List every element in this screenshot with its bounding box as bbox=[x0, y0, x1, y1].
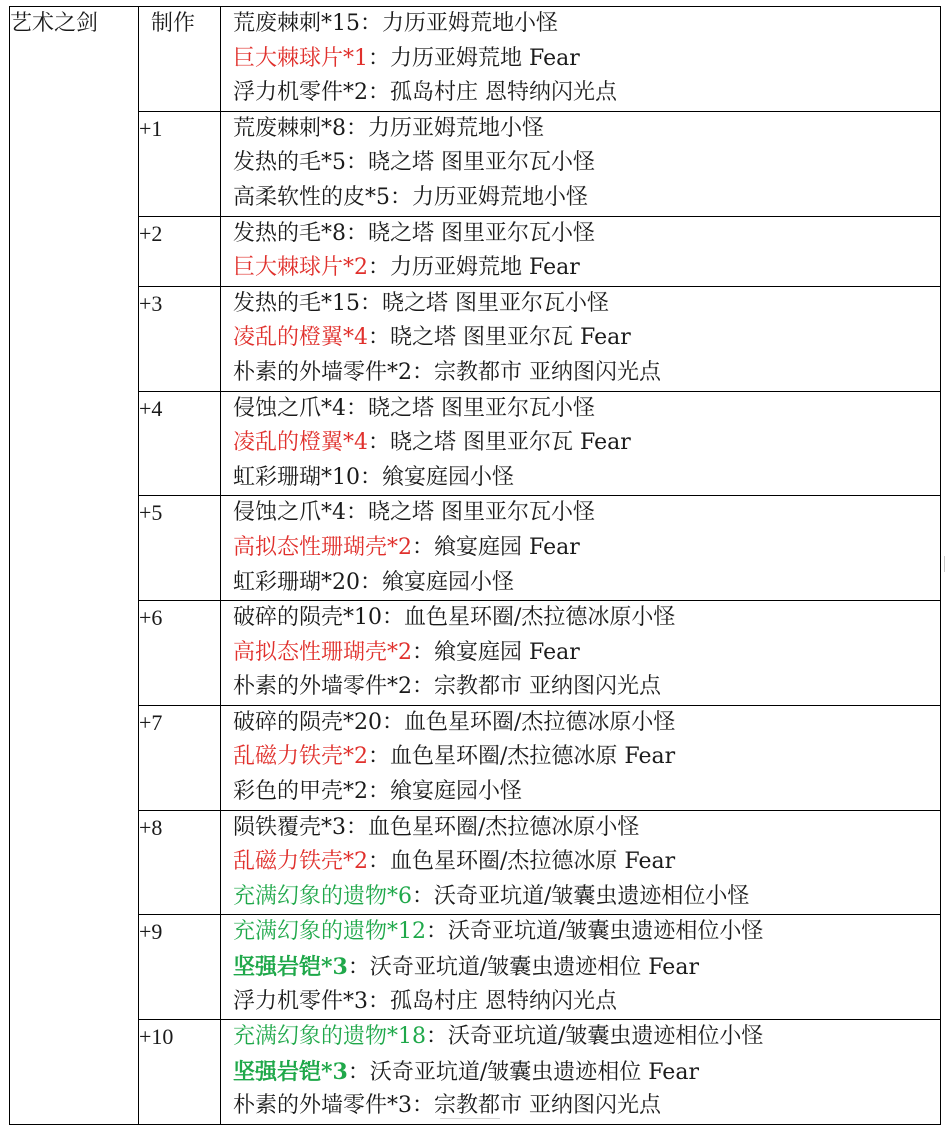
material-source: 飨宴庭园小怪 bbox=[382, 569, 515, 595]
material-name: 乱磁力铁壳*2 bbox=[233, 744, 368, 770]
material-line bbox=[221, 217, 940, 252]
material-source: 飨宴庭园 Fear bbox=[434, 534, 580, 560]
material-source: 晓之塔 图里亚尔瓦 Fear bbox=[390, 430, 631, 456]
material-name: 巨大棘球片*1 bbox=[233, 45, 368, 71]
separator: ： bbox=[412, 359, 435, 385]
material-line bbox=[221, 112, 940, 147]
upgrade-level-cell: 制作 bbox=[139, 7, 221, 112]
material-line bbox=[221, 985, 940, 1020]
material-source: 飨宴庭园小怪 bbox=[382, 464, 515, 490]
material-source: 晓之塔 图里亚尔瓦小怪 bbox=[368, 220, 596, 246]
material-source: 血色星环圈/杰拉德冰原小怪 bbox=[404, 709, 676, 735]
material-source: 孤岛村庄 恩特纳闪光点 bbox=[390, 80, 618, 106]
material-name: 高柔软性的皮*5 bbox=[233, 184, 390, 210]
material-name: 高拟态性珊瑚壳*2 bbox=[233, 534, 412, 560]
material-source: 沃奇亚坑道/皱囊虫遗迹相位小怪 bbox=[448, 919, 764, 945]
upgrade-materials-table bbox=[9, 6, 941, 1125]
material-line bbox=[221, 740, 940, 775]
material-source: 晓之塔 图里亚尔瓦小怪 bbox=[368, 500, 596, 526]
table-row bbox=[10, 915, 941, 1020]
materials-cell bbox=[221, 810, 941, 915]
material-name: 朴素的外墙零件*2 bbox=[233, 359, 412, 385]
separator: ： bbox=[390, 184, 413, 210]
material-line bbox=[221, 496, 940, 531]
upgrade-level-cell: +8 bbox=[139, 810, 221, 915]
separator: ： bbox=[360, 464, 383, 490]
upgrade-level-cell: +4 bbox=[139, 391, 221, 496]
page-edge-marker bbox=[944, 556, 952, 572]
material-source: 力历亚姆荒地小怪 bbox=[368, 115, 545, 141]
upgrade-level-cell: +9 bbox=[139, 915, 221, 1020]
material-source: 宗教都市 亚纳图闪光点 bbox=[434, 1093, 662, 1119]
separator: ： bbox=[346, 115, 369, 141]
table-body bbox=[10, 7, 941, 1125]
materials-cell bbox=[221, 601, 941, 706]
material-line bbox=[221, 1055, 940, 1090]
material-line bbox=[221, 670, 940, 705]
material-line bbox=[221, 356, 940, 391]
separator: ： bbox=[346, 150, 369, 176]
material-line bbox=[221, 251, 940, 286]
material-name: 浮力机零件*2 bbox=[233, 80, 368, 106]
material-name: 坚强岩铠*3 bbox=[233, 954, 348, 981]
material-source: 沃奇亚坑道/皱囊虫遗迹相位 Fear bbox=[369, 955, 699, 981]
separator: ： bbox=[360, 290, 383, 316]
material-source: 沃奇亚坑道/皱囊虫遗迹相位 Fear bbox=[369, 1059, 699, 1085]
separator: ： bbox=[368, 325, 391, 351]
materials-cell bbox=[221, 496, 941, 601]
material-name: 朴素的外墙零件*3 bbox=[233, 1093, 412, 1119]
separator: ： bbox=[412, 883, 435, 909]
material-name: 凌乱的橙翼*4 bbox=[233, 430, 368, 456]
separator: ： bbox=[346, 395, 369, 421]
material-name: 彩色的甲壳*2 bbox=[233, 779, 368, 805]
material-name: 乱磁力铁壳*2 bbox=[233, 849, 368, 875]
materials-cell bbox=[221, 705, 941, 810]
table-row bbox=[10, 216, 941, 286]
material-line bbox=[221, 915, 940, 950]
material-source: 飨宴庭园小怪 bbox=[390, 779, 523, 805]
material-name: 侵蚀之爪*4 bbox=[233, 395, 346, 421]
material-name: 陨铁覆壳*3 bbox=[233, 814, 346, 840]
material-line bbox=[221, 601, 940, 636]
material-source: 孤岛村庄 恩特纳闪光点 bbox=[390, 988, 618, 1014]
material-source: 沃奇亚坑道/皱囊虫遗迹相位小怪 bbox=[434, 883, 750, 909]
material-line bbox=[221, 845, 940, 880]
material-source: 飨宴庭园 Fear bbox=[434, 639, 580, 665]
material-line bbox=[221, 775, 940, 810]
separator: ： bbox=[368, 744, 391, 770]
material-source: 晓之塔 图里亚尔瓦小怪 bbox=[368, 150, 596, 176]
table-row bbox=[10, 810, 941, 915]
separator: ： bbox=[412, 1093, 435, 1119]
material-name: 发热的毛*8 bbox=[233, 220, 346, 246]
separator: ： bbox=[347, 955, 370, 981]
material-name: 虹彩珊瑚*10 bbox=[233, 464, 360, 490]
separator: ： bbox=[382, 605, 405, 631]
separator: ： bbox=[412, 534, 435, 560]
material-line bbox=[221, 426, 940, 461]
material-name: 浮力机零件*3 bbox=[233, 988, 368, 1014]
separator: ： bbox=[412, 639, 435, 665]
table-row bbox=[10, 496, 941, 601]
upgrade-level-cell: +1 bbox=[139, 111, 221, 216]
separator: ： bbox=[412, 674, 435, 700]
material-line bbox=[221, 392, 940, 427]
material-line bbox=[221, 76, 940, 111]
separator: ： bbox=[382, 709, 405, 735]
material-source: 血色星环圈/杰拉德冰原小怪 bbox=[404, 605, 676, 631]
weapon-name-cell: 艺术之剑 bbox=[10, 7, 139, 1125]
material-source: 血色星环圈/杰拉德冰原 Fear bbox=[390, 744, 676, 770]
material-line bbox=[221, 880, 940, 915]
material-line bbox=[221, 7, 940, 42]
material-line bbox=[221, 146, 940, 181]
material-name: 巨大棘球片*2 bbox=[233, 255, 368, 281]
separator: ： bbox=[368, 779, 391, 805]
material-line bbox=[221, 42, 940, 77]
separator: ： bbox=[360, 569, 383, 595]
material-name: 充满幻象的遗物*18 bbox=[233, 1024, 426, 1050]
material-source: 晓之塔 图里亚尔瓦 Fear bbox=[390, 325, 631, 351]
upgrade-level-cell: +2 bbox=[139, 216, 221, 286]
upgrade-level-cell: +7 bbox=[139, 705, 221, 810]
separator: ： bbox=[347, 1059, 370, 1085]
material-line bbox=[221, 1020, 940, 1055]
materials-cell bbox=[221, 391, 941, 496]
separator: ： bbox=[368, 849, 391, 875]
separator: ： bbox=[368, 255, 391, 281]
upgrade-level-cell: +5 bbox=[139, 496, 221, 601]
materials-cell bbox=[221, 216, 941, 286]
separator: ： bbox=[368, 988, 391, 1014]
material-line bbox=[221, 636, 940, 671]
material-line bbox=[221, 811, 940, 846]
material-name: 发热的毛*15 bbox=[233, 290, 360, 316]
materials-cell bbox=[221, 286, 941, 391]
material-name: 荒废棘刺*8 bbox=[233, 115, 346, 141]
material-name: 朴素的外墙零件*2 bbox=[233, 674, 412, 700]
material-line bbox=[221, 531, 940, 566]
separator: ： bbox=[346, 500, 369, 526]
table-row bbox=[10, 705, 941, 810]
material-line bbox=[221, 950, 940, 985]
material-name: 破碎的陨壳*10 bbox=[233, 605, 382, 631]
upgrade-level-cell: +10 bbox=[139, 1020, 221, 1125]
material-line bbox=[221, 706, 940, 741]
material-name: 侵蚀之爪*4 bbox=[233, 500, 346, 526]
separator: ： bbox=[360, 11, 383, 36]
material-name: 充满幻象的遗物*12 bbox=[233, 919, 426, 945]
material-source: 宗教都市 亚纳图闪光点 bbox=[434, 359, 662, 385]
material-source: 血色星环圈/杰拉德冰原 Fear bbox=[390, 849, 676, 875]
table-row bbox=[10, 111, 941, 216]
separator: ： bbox=[346, 220, 369, 246]
material-source: 力历亚姆荒地小怪 bbox=[382, 11, 559, 36]
material-name: 荒废棘刺*15 bbox=[233, 11, 360, 36]
material-name: 充满幻象的遗物*6 bbox=[233, 883, 412, 909]
materials-cell bbox=[221, 1020, 941, 1125]
material-name: 坚强岩铠*3 bbox=[233, 1058, 348, 1085]
material-source: 血色星环圈/杰拉德冰原小怪 bbox=[368, 814, 640, 840]
materials-cell bbox=[221, 7, 941, 112]
table-row bbox=[10, 1020, 941, 1125]
material-line bbox=[221, 1089, 940, 1124]
materials-cell bbox=[221, 111, 941, 216]
material-source: 晓之塔 图里亚尔瓦小怪 bbox=[382, 290, 610, 316]
separator: ： bbox=[368, 80, 391, 106]
material-source: 力历亚姆荒地 Fear bbox=[390, 255, 580, 281]
material-source: 宗教都市 亚纳图闪光点 bbox=[434, 674, 662, 700]
separator: ： bbox=[426, 1024, 449, 1050]
material-source: 力历亚姆荒地小怪 bbox=[412, 184, 589, 210]
table-row bbox=[10, 286, 941, 391]
upgrade-level-cell: +3 bbox=[139, 286, 221, 391]
table-row bbox=[10, 391, 941, 496]
separator: ： bbox=[368, 45, 391, 71]
upgrade-level-cell: +6 bbox=[139, 601, 221, 706]
separator: ： bbox=[368, 430, 391, 456]
material-source: 晓之塔 图里亚尔瓦小怪 bbox=[368, 395, 596, 421]
material-line bbox=[221, 321, 940, 356]
material-line bbox=[221, 287, 940, 322]
material-source: 力历亚姆荒地 Fear bbox=[390, 45, 580, 71]
material-name: 高拟态性珊瑚壳*2 bbox=[233, 639, 412, 665]
separator: ： bbox=[426, 919, 449, 945]
table-row bbox=[10, 7, 941, 112]
material-line bbox=[221, 566, 940, 601]
material-line bbox=[221, 461, 940, 496]
table-row bbox=[10, 601, 941, 706]
separator: ： bbox=[346, 814, 369, 840]
material-name: 虹彩珊瑚*20 bbox=[233, 569, 360, 595]
material-name: 凌乱的橙翼*4 bbox=[233, 325, 368, 351]
material-source: 沃奇亚坑道/皱囊虫遗迹相位小怪 bbox=[448, 1024, 764, 1050]
materials-cell bbox=[221, 915, 941, 1020]
material-name: 发热的毛*5 bbox=[233, 150, 346, 176]
material-name: 破碎的陨壳*20 bbox=[233, 709, 382, 735]
material-line bbox=[221, 181, 940, 216]
